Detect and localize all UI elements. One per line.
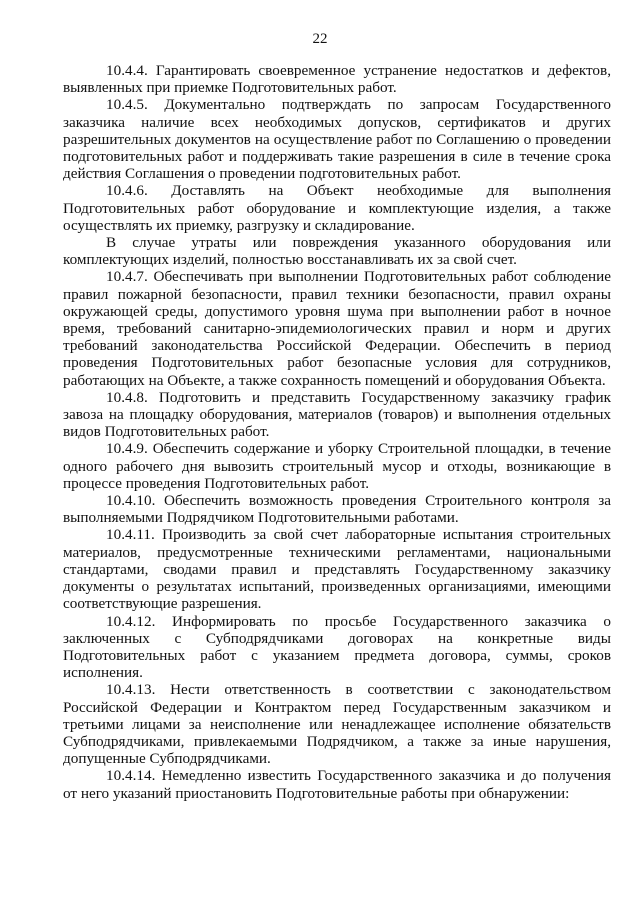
paragraph-10-4-11: 10.4.11. Производить за свой счет лабораторные испытания строительных материалов, предусмотренные техническими регламентами, национальными стандартами, сводами правил и представлять Государственному заказчику документы о результатах испытаний, произведенных организациями, имеющими соответствующие разрешения. <box>63 526 611 613</box>
paragraph-10-4-9: 10.4.9. Обеспечить содержание и уборку Строительной площадки, в течение одного рабочего дня вывозить строительный мусор и отходы, возникающие в процессе проведения Подготовительных работ. <box>63 440 611 492</box>
paragraph-10-4-12: 10.4.12. Информировать по просьбе Государственного заказчика о заключенных с Субподрядчиками договорах на конкретные виды Подготовительных работ с указанием предмета договора, суммы, сроков исполнения. <box>63 612 611 682</box>
paragraph-10-4-7: 10.4.7. Обеспечивать при выполнении Подготовительных работ соблюдение правил пожарной безопасности, правил техники безопасности, правил охраны окружающей среды, допустимого уровня шума при выполнении работ в ночное время, требований санитарно-эпидемиологических правил и норм и других требований законодательства Российской Федерации. Обеспечить в период проведения Подготовительных работ безопасные условия для сотрудников, работающих на Объекте, а также сохранность помещений и оборудования Объекта. <box>63 268 611 389</box>
paragraph-10-4-4: 10.4.4. Гарантировать своевременное устранение недостатков и дефектов, выявленных при приемке Подготовительных работ. <box>63 62 611 97</box>
paragraph-10-4-14: 10.4.14. Немедленно известить Государственного заказчика и до получения от него указаний приостановить Подготовительные работы при обнаружении: <box>63 767 611 802</box>
paragraph-10-4-6-loss-clause: В случае утраты или повреждения указанного оборудования или комплектующих изделий, полностью восстанавливать их за свой счет. <box>63 234 611 269</box>
paragraph-10-4-8: 10.4.8. Подготовить и представить Государственному заказчику график завоза на площадку оборудования, материалов (товаров) и выполнения отдельных видов Подготовительных работ. <box>63 388 611 441</box>
document-body <box>63 62 611 802</box>
page-number: 22 <box>312 31 328 47</box>
paragraph-10-4-10: 10.4.10. Обеспечить возможность проведения Строительного контроля за выполняемыми Подрядчиком Подготовительными работами. <box>63 492 611 527</box>
paragraph-10-4-6: 10.4.6. Доставлять на Объект необходимые для выполнения Подготовительных работ оборудование и комплектующие изделия, а также осуществлять их приемку, разгрузку и складирование. <box>63 182 611 234</box>
paragraph-10-4-5: 10.4.5. Документально подтверждать по запросам Государственного заказчика наличие всех необходимых допусков, сертификатов и других разрешительных документов на осуществление работ по Соглашению о проведении подготовительных работ и поддерживать такие разрешения в силе в течение срока действия Соглашения о проведении подготовительных работ. <box>63 96 611 183</box>
paragraph-10-4-13: 10.4.13. Нести ответственность в соответствии с законодательством Российской Федерации и Контрактом перед Государственным заказчиком и третьими лицами за неисполнение или ненадлежащее исполнение обязательств Субподрядчиками, привлекаемыми Подрядчиком, а также за иные нарушения, допущенные Субподрядчиками. <box>63 681 611 768</box>
